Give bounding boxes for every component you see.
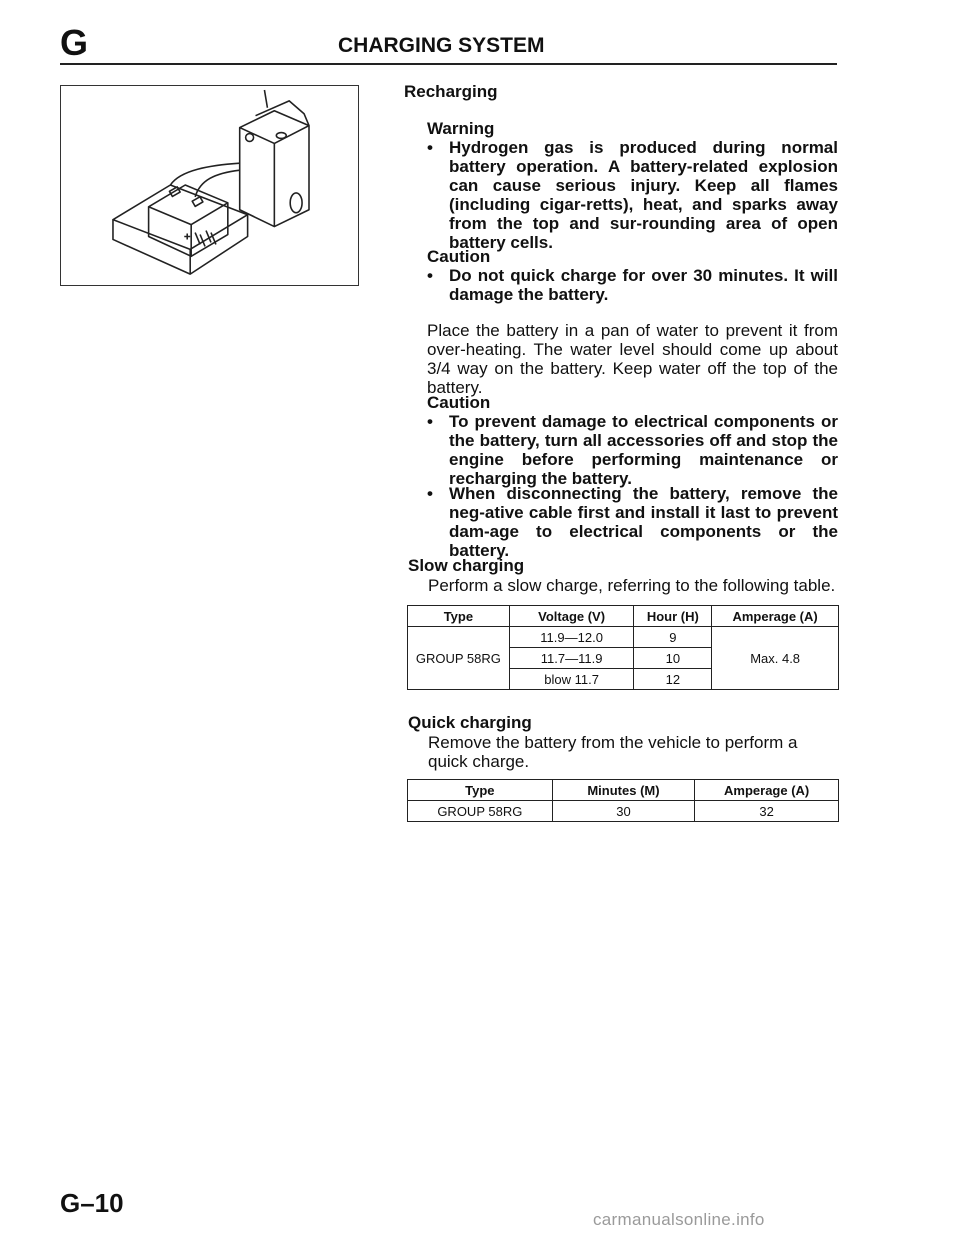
slow-charging-text: Perform a slow charge, referring to the following table. [428,576,836,595]
section-letter: G [60,22,89,63]
table-header: Type [408,606,510,627]
caution-item: • To prevent damage to electrical components or the battery, turn all accessories off and stop the engine before performing maintenance or recharging the battery. [427,412,838,488]
table-cell-voltage: 11.9—12.0 [509,627,634,648]
caution-label: Caution [427,393,491,412]
table-header-row [408,606,839,627]
table-cell-amperage: Max. 4.8 [712,627,839,690]
bullet-icon: • [427,266,433,285]
warning-label: Warning [427,119,495,138]
quick-charging-text: Remove the battery from the vehicle to perform a quick charge. [428,733,798,771]
table-cell-hour: 9 [634,627,712,648]
water-pan-paragraph: Place the battery in a pan of water to prevent it from over-heating. The water level should come up about 3/4 way on the battery. Keep water off the top of the battery. [427,321,838,397]
table-cell-hour: 12 [634,669,712,690]
caution-item: • Do not quick charge for over 30 minutes. It will damage the battery. [427,266,838,304]
battery-in-pan-illustration-icon [61,86,358,285]
bullet-icon: • [427,484,433,503]
table-row [408,801,839,822]
page-number: G–10 [60,1188,124,1218]
caution-item: • When disconnecting the battery, remove the neg-ative cable first and install it last to prevent dam-age to electrical components or the battery. [427,484,838,560]
table-row [408,627,839,648]
table-header: Voltage (V) [509,606,634,627]
table-cell-type: GROUP 58RG [408,627,510,690]
caution-label: Caution [427,247,491,266]
recharging-heading: Recharging [404,82,498,101]
page-title: CHARGING SYSTEM [338,34,545,57]
table-header: Type [408,780,553,801]
table-header: Minutes (M) [552,780,695,801]
quick-charging-heading: Quick charging [408,713,532,732]
slow-charging-heading: Slow charging [408,556,525,575]
slow-charging-table [407,605,839,690]
table-header-row [408,780,839,801]
bullet-icon: • [427,138,433,157]
table-header: Hour (H) [634,606,712,627]
bullet-icon: • [427,412,433,431]
table-cell-type: GROUP 58RG [408,801,553,822]
quick-charging-table [407,779,839,822]
table-cell-minutes: 30 [552,801,695,822]
table-cell-amperage: 32 [695,801,839,822]
watermark: carmanualsonline.info [593,1210,765,1229]
battery-figure [60,85,359,286]
table-header: Amperage (A) [695,780,839,801]
table-header: Amperage (A) [712,606,839,627]
table-cell-hour: 10 [634,648,712,669]
table-cell-voltage: 11.7—11.9 [509,648,634,669]
header-rule [60,63,837,65]
table-cell-voltage: blow 11.7 [509,669,634,690]
warning-item: • Hydrogen gas is produced during normal battery operation. A battery-related explosion can cause serious injury. Keep all flames (including cigar-retts), heat, and sparks away from the top and sur-rounding area of open battery cells. [427,138,838,252]
